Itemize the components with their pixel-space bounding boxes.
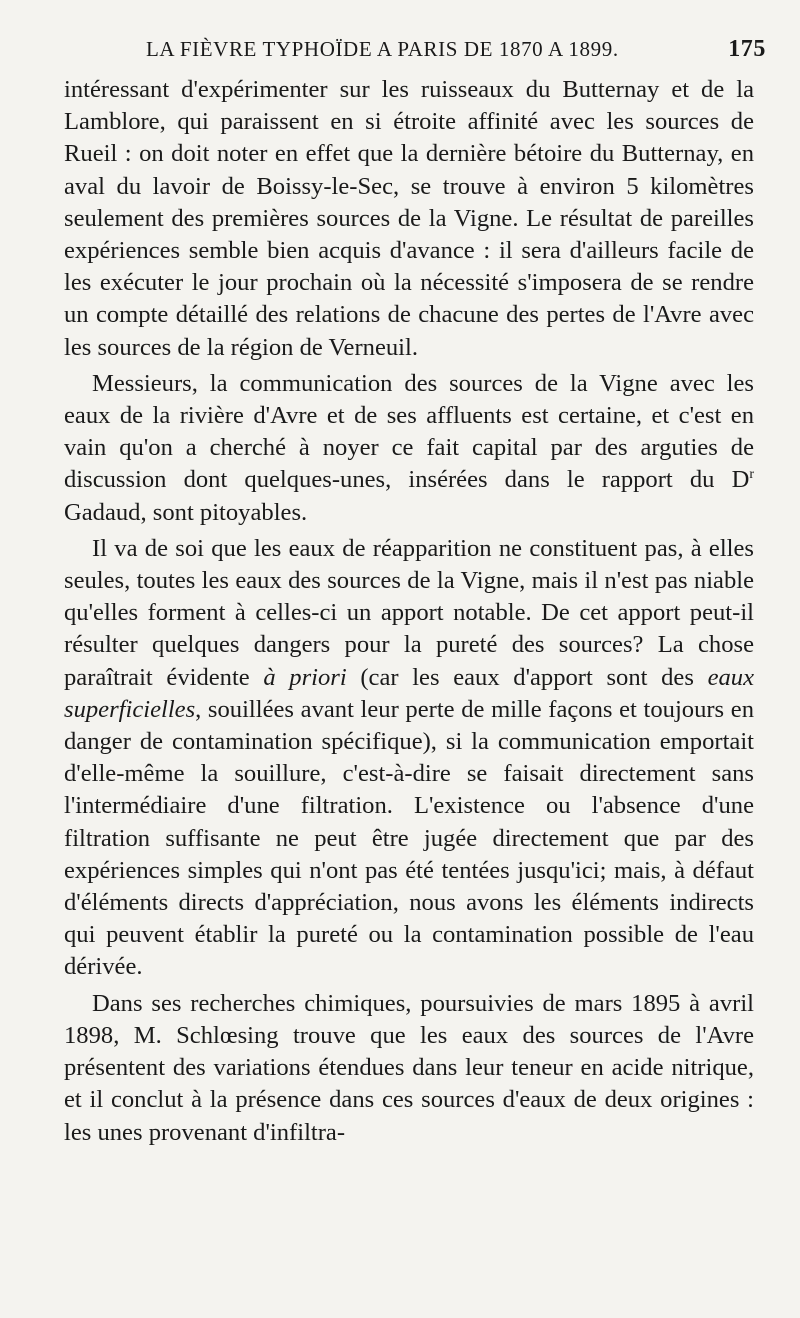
- running-head-title: LA FIÈVRE TYPHOÏDE A PARIS DE 1870 A 1899.: [146, 37, 619, 61]
- running-head: [146, 36, 766, 63]
- paragraph-1: intéressant d'expérimenter sur les ruisseaux du Butternay et de la Lamblore, qui paraissent en si étroite affinité avec les sources de Rueil : on doit noter en effet que la dernière bétoire du Butternay, en aval du lavoir de Boissy-le-Sec, se trouve à environ 5 kilomètres seulement des premières sources de la Vigne. Le résultat de pareilles expériences semble bien acquis d'avance : il sera d'ailleurs facile de les exécuter le jour prochain où la nécessité s'imposera de se rendre un compte détaillé des relations de chacune des pertes de l'Avre avec les sources de la région de Verneuil.: [64, 76, 754, 361]
- paragraph-2-text-after: Gadaud, sont pitoyables.: [64, 498, 308, 526]
- paragraph-3-part-3: , souillées avant leur perte de mille façons et toujours en danger de contamination spécifique), si la communication emportait d'elle-même la souillure, c'est-à-dire se faisait directement sans l'intermédiaire d'une filtration. L'existence ou l'absence d'une filtration suffisante ne peut être jugée directement que par des expériences simples qui n'ont pas été tentées jusqu'ici; mais, à défaut d'éléments directs d'appréciation, nous avons les éléments indirects qui peuvent établir la pureté ou la contamination possible de l'eau dérivée.: [64, 695, 754, 981]
- doctor-abbrev: D: [731, 466, 750, 494]
- paragraph-2: [64, 368, 754, 529]
- paragraph-2-text: Messieurs, la communication des sources de la Vigne avec les eaux de la rivière d'Avre et de ses affluents est certaine, et c'est en vain qu'on a cherché à noyer ce fait capital par des arguties de discussion dont quelques-unes, insérées dans le rapport du: [64, 369, 754, 494]
- paragraph-3-part-2: (car les eaux d'apport sont des: [346, 663, 708, 691]
- page-number: 175: [728, 36, 766, 62]
- body-text: [64, 74, 754, 1149]
- italic-a-priori: à priori: [263, 663, 347, 691]
- paragraph-4: Dans ses recherches chimiques, poursuivies de mars 1895 à avril 1898, M. Schlœsing trouve que les eaux des sources de l'Avre présentent des variations étendues dans leur teneur en acide nitrique, et il conclut à la présence dans ces sources d'eaux de deux origines : les unes provenant d'infiltra-: [64, 989, 754, 1146]
- italic-eaux-superficielles: eaux superficielles: [64, 663, 754, 723]
- doctor-abbrev-sup: r: [749, 467, 754, 483]
- paragraph-3: [64, 533, 754, 984]
- paragraph-3-part-1: Il va de soi que les eaux de réapparition ne constituent pas, à elles seules, toutes les eaux des sources de la Vigne, mais il n'est pas niable qu'elles forment à celles-ci un apport notable. De cet apport peut-il résulter quelques dangers pour la pureté des sources? La chose paraîtrait évidente: [64, 534, 754, 691]
